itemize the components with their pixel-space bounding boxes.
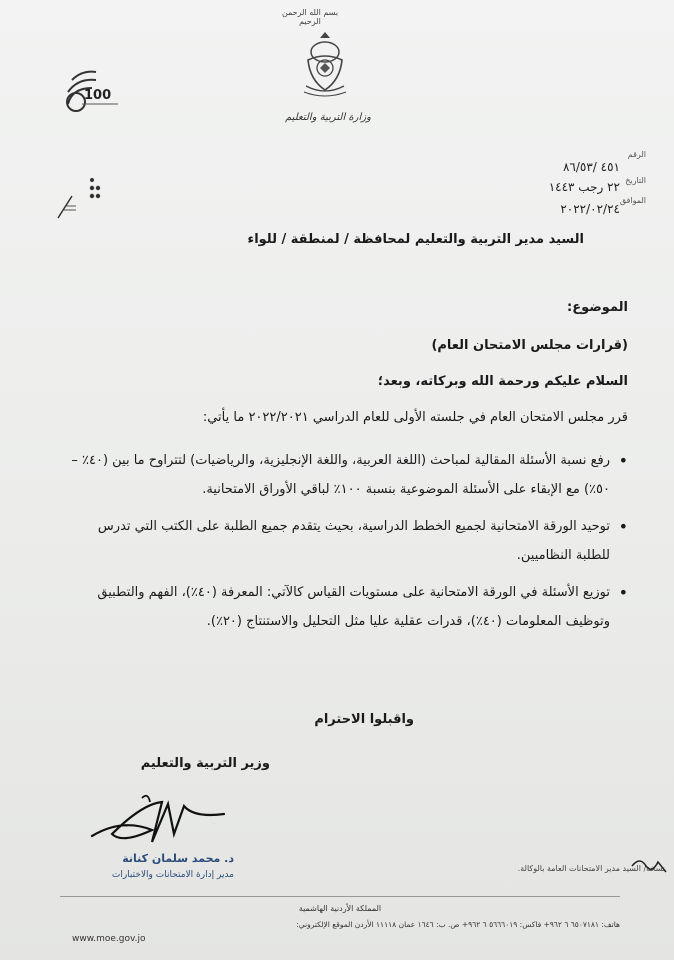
- centenary-100-logo: [62, 64, 124, 120]
- footer-divider: [60, 896, 620, 897]
- footer-kingdom: المملكة الأردنية الهاشمية: [298, 904, 382, 913]
- corresponding-date-value: ٢٠٢٢/٠٢/٢٤: [560, 202, 620, 216]
- decision-item: • رفع نسبة الأسئلة المقالية لمباحث (اللغة العربية، واللغة الإنجليزية، والرياضيات) لتتراوح ما بين (٤٠٪ – ٥٠٪) مع الإبقاء على الأسئلة الموضوعية بنسبة ١٠٠٪ لباقي الأوراق الامتحانية.: [68, 446, 628, 504]
- basmala-header: بسم الله الرحمن الرحيم: [281, 8, 339, 26]
- ministry-name-calligraphy: وزارة التربية والتعليم: [285, 112, 371, 123]
- registration-stamp-icon: [56, 170, 104, 222]
- corresponding-label: الموافق: [619, 196, 646, 205]
- signer-name: د. محمد سلمان كنانة: [122, 852, 234, 865]
- decision-item: • توحيد الورقة الامتحانية لجميع الخطط الدراسية، بحيث يتقدم جميع الطلبة على الكتب التي تدرس للطلبة النظاميين.: [68, 512, 628, 570]
- date-value: ٢٢ رجب ١٤٤٣: [548, 180, 620, 194]
- footer-contacts: هاتف: ٦٥٠٧١٨١ ٦ ٩٦٢+ فاكس: ٥٦٦٦٠١٩ ٦ ٩٦٢+ ص. ب: ١٦٤٦ عمان ١١١١٨ الأردن الموقع الإلكتروني:: [296, 920, 620, 929]
- minister-title: وزير التربية والتعليم: [140, 756, 270, 771]
- closing-phrase: واقبلوا الاحترام: [314, 712, 414, 727]
- decision-item: • توزيع الأسئلة في الورقة الامتحانية على مستويات القياس كالآتي: المعرفة (٤٠٪)، الفهم والتطبيق وتوظيف المعلومات (٤٠٪)، قدرات عقلية عليا مثل التحليل والاستنتاج (٢٠٪).: [68, 578, 628, 636]
- copy-to-note: نسخة/ السيد مدير الامتحانات العامة بالوكالة.: [517, 864, 665, 873]
- date-label: التاريخ: [625, 176, 646, 185]
- footer-website: www.moe.gov.jo: [72, 934, 146, 944]
- handwritten-mark: [628, 852, 672, 876]
- addressee: السيد مدير التربية والتعليم لمحافظة / لمنطقة / للواء: [247, 232, 584, 247]
- greeting: السلام عليكم ورحمة الله وبركاته، وبعد؛: [377, 374, 628, 389]
- signer-role: مدير إدارة الامتحانات والاختبارات: [111, 870, 234, 880]
- subject-label: الموضوع:: [567, 300, 628, 315]
- jordan-coat-of-arms-icon: [300, 30, 350, 102]
- subject: (قرارات مجلس الامتحان العام): [431, 338, 628, 353]
- decisions-list: [68, 446, 628, 644]
- logo-100-text: 100: [84, 88, 112, 103]
- intro-paragraph: قرر مجلس الامتحان العام في جلسته الأولى للعام الدراسي ٢٠٢٢/٢٠٢١ ما يأتي:: [202, 410, 628, 425]
- ref-label: الرقم: [627, 150, 646, 159]
- handwritten-signature: [82, 790, 232, 852]
- ref-value: ٤٥١ /٨٦/٥٣: [562, 160, 620, 174]
